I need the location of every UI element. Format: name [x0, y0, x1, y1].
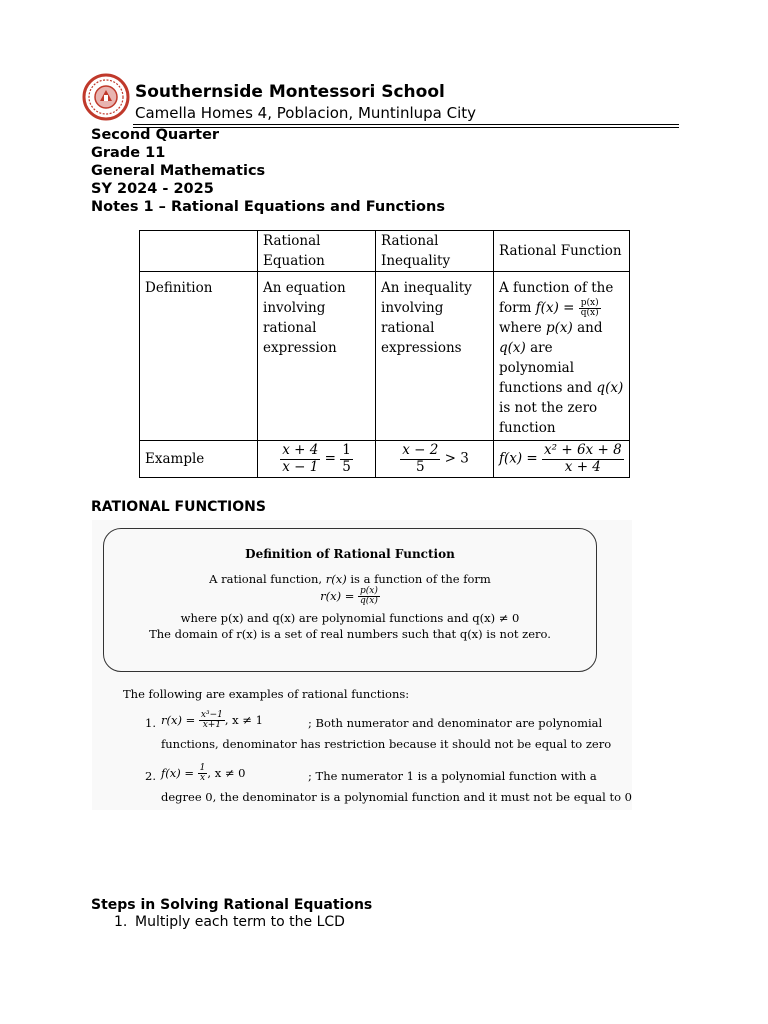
notes-title: Notes 1 – Rational Equations and Functions: [91, 199, 445, 215]
frac-numerator: x² + 6x + 8: [544, 442, 622, 459]
fx-fraction: [542, 443, 624, 475]
definition-equation: An equation involving rational expression: [258, 272, 376, 441]
examples-intro: The following are examples of rational functions:: [123, 687, 410, 701]
frac-denominator: x + 4: [564, 458, 601, 475]
school-name: Southernside Montessori School: [135, 82, 445, 102]
formula-condition: , x ≠ 0: [207, 765, 246, 780]
row-label-example: Example: [140, 441, 258, 478]
example-1-continuation: functions, denominator has restriction because it should not be equal to zero: [161, 737, 612, 751]
ineq-rhs: > 3: [444, 450, 469, 467]
definition-title: Definition of Rational Function: [245, 547, 455, 561]
example-1-formula: [161, 711, 263, 731]
school-year-label: SY 2024 - 2025: [91, 181, 214, 197]
frac-denominator: 5: [342, 458, 351, 475]
def-text: A rational function,: [209, 572, 323, 586]
frac-denominator: q(x): [360, 596, 378, 607]
formula-condition: , x ≠ 1: [224, 712, 263, 727]
def-function-where: where: [499, 320, 542, 337]
eq-lhs-fraction: [280, 443, 320, 475]
frac-numerator: p(x): [360, 586, 378, 596]
fx-lhs: f(x) =: [535, 300, 575, 316]
definition-function: [494, 272, 630, 441]
formula-lhs: r(x) =: [161, 712, 196, 727]
definition-formula: [104, 587, 596, 607]
def-function-q2: q(x): [596, 380, 624, 397]
step-number: 1.: [114, 914, 128, 930]
formula-fraction: [199, 711, 225, 731]
example-2-formula: [161, 764, 245, 784]
example-1-number: 1.: [145, 716, 156, 730]
def-rx: r(x): [325, 572, 347, 586]
frac-numerator: x − 2: [402, 442, 439, 459]
frac-numerator: x³−1: [200, 710, 223, 720]
eq-rhs-fraction: [340, 443, 353, 475]
rational-comparison-table: [139, 230, 630, 478]
frac-denominator: x − 1: [282, 458, 319, 475]
subject-label: General Mathematics: [91, 163, 266, 179]
def-function-polynomial: are polynomial functions and: [499, 340, 593, 397]
definition-line-1: [104, 572, 596, 586]
table-header-cell: Rational Function: [494, 231, 630, 272]
definition-box: [103, 528, 597, 672]
table-row-definition: [140, 272, 630, 441]
grade-label: Grade 11: [91, 145, 166, 161]
section-heading-rational-functions: RATIONAL FUNCTIONS: [91, 499, 266, 515]
frac-denominator: q(x): [580, 308, 599, 318]
formula-lhs: r(x) =: [320, 588, 355, 603]
example-function: [494, 441, 630, 478]
frac-numerator: p(x): [580, 297, 599, 308]
formula-lhs: f(x) =: [161, 765, 195, 780]
equals-sign: =: [324, 450, 336, 467]
def-function-q: q(x): [499, 340, 526, 357]
table-header-cell: Rational Inequality: [376, 231, 494, 272]
fx-lhs: f(x) =: [499, 450, 538, 467]
ineq-fraction: [400, 443, 440, 475]
row-label-definition: Definition: [140, 272, 258, 441]
def-text: is a function of the form: [350, 572, 491, 586]
school-seal-logo: [80, 73, 132, 121]
example-2-description: ; The numerator 1 is a polynomial function with a: [308, 769, 597, 783]
def-function-prefix: A function of the form: [499, 280, 614, 316]
definition-line-3: The domain of r(x) is a set of real numbers such that q(x) is not zero.: [149, 627, 551, 641]
formula-fraction: [198, 764, 208, 784]
def-function-p: p(x): [545, 320, 573, 337]
example-equation: [258, 441, 376, 478]
px-over-qx: [579, 299, 601, 319]
table-header-cell: Rational Equation: [258, 231, 376, 272]
steps-heading: Steps in Solving Rational Equations: [91, 897, 373, 913]
quarter-label: Second Quarter: [91, 127, 220, 143]
definition-inequality: An inequality involving rational expressions: [376, 272, 494, 441]
formula-fraction: [358, 587, 380, 607]
frac-denominator: x: [200, 773, 206, 784]
def-function-and: and: [577, 320, 603, 337]
example-1-description: ; Both numerator and denominator are polynomial: [308, 716, 603, 730]
frac-denominator: 5: [415, 458, 425, 475]
school-address: Camella Homes 4, Poblacion, Muntinlupa City: [135, 104, 477, 122]
frac-numerator: 1: [199, 763, 206, 773]
table-row-example: [140, 441, 630, 478]
frac-numerator: 1: [342, 442, 351, 459]
list-item: Multiply each term to the LCD: [135, 914, 345, 930]
header-rule-top: [133, 124, 679, 125]
frac-numerator: x + 4: [282, 442, 319, 459]
table-corner-cell: [140, 231, 258, 272]
example-2-continuation: degree 0, the denominator is a polynomial function and it must not be equal to 0: [161, 790, 632, 804]
def-function-not-zero: is not the zero function: [499, 400, 598, 437]
frac-denominator: x+1: [202, 720, 222, 731]
table-header-row: [140, 231, 630, 272]
definition-line-2: where p(x) and q(x) are polynomial functions and q(x) ≠ 0: [180, 611, 520, 625]
example-inequality: [376, 441, 494, 478]
example-2-number: 2.: [145, 769, 156, 783]
